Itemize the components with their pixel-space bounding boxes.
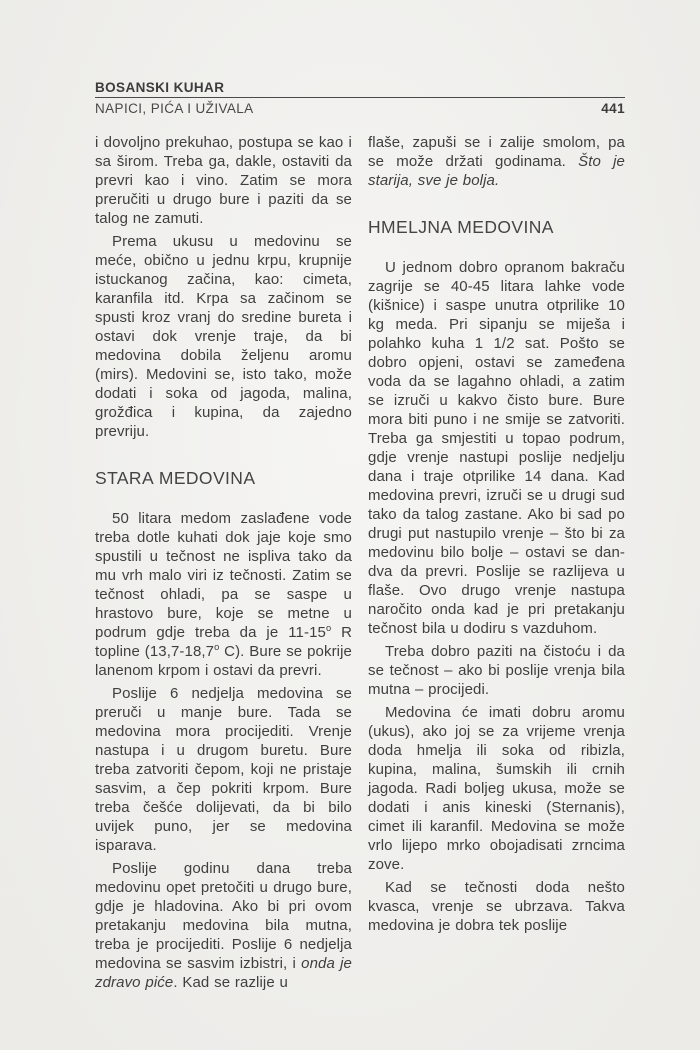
paragraph xyxy=(95,684,352,855)
text-run: Kad se tečnosti doda nešto kvasca, vrenje se ubrzava. Takva medovina je dobra tek poslije xyxy=(368,879,625,934)
page-header xyxy=(95,80,625,116)
paragraph xyxy=(95,133,352,228)
page-content xyxy=(95,80,625,992)
text-run: i dovoljno prekuhao, postupa se kao i sa širom. Treba ga, dakle, ostaviti da prevri kao i vino. Zatim se mora preručiti u drugo bure i paziti da se talog ne zamuti. xyxy=(95,134,352,227)
header-divider xyxy=(95,97,625,98)
section-heading: HMELJNA MEDOVINA xyxy=(368,217,554,237)
text-run: C). Bure se pokrije lanenom krpom i ostavi da prevri. xyxy=(95,643,352,679)
section-heading: STARA MEDOVINA xyxy=(95,468,256,488)
paragraph xyxy=(368,258,625,638)
chapter-title: NAPICI, PIĆA I UŽIVALA xyxy=(95,101,254,116)
paragraph xyxy=(368,642,625,699)
text-run: R topline (13,7-18,7 xyxy=(95,624,352,660)
paragraph xyxy=(368,703,625,874)
paragraph xyxy=(368,878,625,935)
text-run: U jednom dobro opranom bakraču zagrije se 40-45 litara lahke vode (kišnice) i saspe unutra otprilike 10 kg meda. Pri sipanju se miješa i polahko kuha 1 1/2 sat. Pošto se dobro opjeni, ostavi se zameđena voda da se lagahno ohladi, a zatim se izruči u kakvo čisto bure. Bure mora biti puno i ne smije se zatvoriti. Treba ga smjestiti u topao podrum, gdje vrenje nastupi poslije nedjelju dana i traje otprilike 14 dana. Kad medovina prevri, izruči se u drugi sud tako da talog zastane. Ako bi sad po drugi put nastupilo vrenje – što bi za medovinu bilo bolje – ostavi se dan-dva da prevri. Poslije se razlijeva u flaše. Ovo drugo vrenje nastupa naročito onda kad je pri pretakanju tečnost bila u dodiru s vazduhom. xyxy=(368,259,625,637)
text-run: . Kad se razlije u xyxy=(173,974,289,991)
italic-text-run: onda je zdravo piće xyxy=(95,955,352,991)
text-run: Poslije 6 nedjelja medovina se preruči u manje bure. Tada se medovina mora procijediti. Vrenje nastupa i u drugom buretu. Bure treba zatvoriti čepom, koji ne pristaje sasvim, a čep pokriti krpom. Bure treba češće dolijevati, da bi bilo uvijek puno, jer se medovina isparava. xyxy=(95,685,352,854)
paragraph xyxy=(368,133,625,190)
superscript-degree: o xyxy=(214,642,220,652)
paragraph xyxy=(95,232,352,441)
italic-text-run: Što je starija, sve je bolja. xyxy=(368,153,625,189)
header-sub-row xyxy=(95,101,625,116)
text-run: Treba dobro paziti na čistoću i da se tečnost – ako bi poslije vrenja bila mutna – procijedi. xyxy=(368,643,625,698)
text-run: 50 litara medom zaslađene vode treba dotle kuhati dok jaje koje smo spustili u tečnost ne ispliva tako da mu vrh malo viri iz tečnosti. Zatim se tečnost ohladi, pa se saspe u hrastovo bure, koje se metne u podrum gdje treba da je 11-15 xyxy=(95,510,352,641)
text-run: flaše, zapuši se i zalije smolom, pa se može držati godinama. xyxy=(368,134,625,170)
two-column-text xyxy=(95,133,625,992)
text-run: Poslije godinu dana treba medovinu opet pretočiti u drugo bure, gdje je hladovina. Ako bi pri ovom pretakanju medovina bila mutna, treba je procijediti. Poslije 6 nedjelja medovina se sasvim izbistri, i xyxy=(95,860,352,972)
page-number: 441 xyxy=(601,101,625,116)
book-title: BOSANSKI KUHAR xyxy=(95,80,225,95)
text-run: Medovina će imati dobru aromu (ukus), ako joj se za vrijeme vrenja doda hmelja ili soka od ribizla, kupina, malina, šumskih ili crnih jagoda. Radi boljeg ukusa, može se dodati i anis kineski (Sternanis), cimet ili karanfil. Medovina se može vrlo lijepo mrko obojadisati zrncima zove. xyxy=(368,704,625,873)
paragraph xyxy=(95,859,352,992)
superscript-degree: o xyxy=(325,623,332,633)
text-run: Prema ukusu u medovinu se meće, obično u jednu krpu, krupnije istuckanog začina, kao: cimeta, karanfila itd. Krpa sa začinom se spusti kroz vranj do sredine bureta i ostavi dok vrenje traje, da bi medovina dobila željenu aromu (mirs). Medovini se, isto tako, može dodati i soka od jagoda, malina, grožđica i kupina, da zajedno prevriju. xyxy=(95,233,352,440)
paragraph xyxy=(95,509,352,680)
right-column xyxy=(368,133,625,992)
left-column xyxy=(95,133,352,992)
